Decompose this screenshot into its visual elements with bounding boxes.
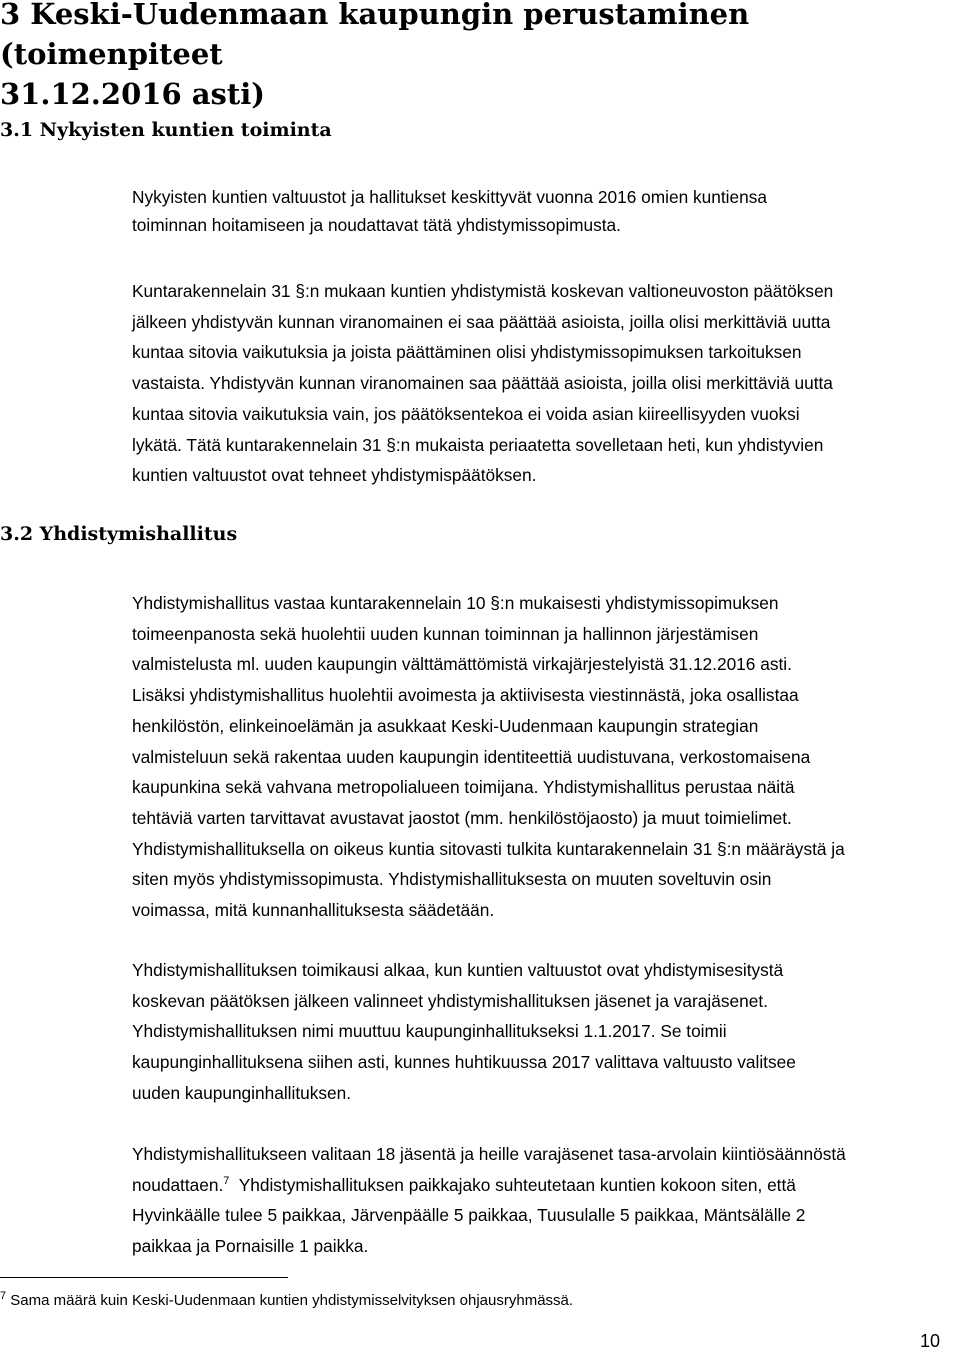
text-line: Yhdistymishallitukseen valitaan 18 jäsentä ja heille varajäsenet tasa-arvolain kiintiösäännöstä xyxy=(132,1144,846,1164)
text-line: Nykyisten kuntien valtuustot ja hallitukset keskittyvät vuonna 2016 omien kuntiensa xyxy=(132,187,767,207)
text-line: toiminnan hoitamiseen ja noudattavat tätä yhdistymissopimusta. xyxy=(132,215,621,235)
section-3-2-paragraph-2 xyxy=(132,955,796,1109)
text-line: henkilöstön, elinkeinoelämän ja asukkaat Keski-Uudenmaan kaupungin strategian xyxy=(132,715,759,736)
text-line xyxy=(132,1170,846,1201)
text-line: Lisäksi yhdistymishallitus huolehtii avoimesta ja aktiivisesta viestinnästä, joka osallistaa xyxy=(132,685,799,706)
section-3-2-heading: 3.2 Yhdistymishallitus xyxy=(0,523,238,545)
text-line: Yhdistymishallitus vastaa kuntarakennelain 10 §:n mukaisesti yhdistymissopimuksen xyxy=(132,593,779,613)
text-line: kuntien valtuustot ovat tehneet yhdistymispäätöksen. xyxy=(132,465,537,486)
main-heading-line2: 31.12.2016 asti) xyxy=(0,77,265,111)
section-3-1-heading: 3.1 Nykyisten kuntien toiminta xyxy=(0,119,332,141)
text-line: Yhdistymishallituksen nimi muuttuu kaupunginhallitukseksi 1.1.2017. Se toimii xyxy=(132,1021,727,1042)
section-3-2-paragraph-3 xyxy=(132,1139,846,1262)
footnote-text: Sama määrä kuin Keski-Uudenmaan kuntien yhdistymisselvityksen ohjausryhmässä. xyxy=(6,1292,574,1309)
text-line: kaupunginhallituksena siihen asti, kunnes huhtikuussa 2017 valittava valtuusto valitsee xyxy=(132,1052,796,1073)
footnote-number: 7 xyxy=(0,1290,7,1302)
text-line: lykätä. Tätä kuntarakennelain 31 §:n mukaista periaatetta sovelletaan heti, kun yhdistyvien xyxy=(132,434,824,455)
footnote xyxy=(0,1291,573,1311)
section-3-1-paragraph-1 xyxy=(132,183,767,239)
text-line: Hyvinkäälle tulee 5 paikkaa, Järvenpäälle 5 paikkaa, Tuusulalle 5 paikkaa, Mäntsälälle 2 xyxy=(132,1205,806,1226)
text-line: koskevan päätöksen jälkeen valinneet yhdistymishallituksen jäsenet ja varajäsenet. xyxy=(132,990,768,1011)
footnote-separator xyxy=(0,1277,288,1278)
text-line: valmistelusta ml. uuden kaupungin välttämättömistä virkajärjestelyistä 31.12.2016 asti. xyxy=(132,654,792,675)
section-3-2-paragraph-1 xyxy=(132,588,845,926)
text-line: jälkeen yhdistyvän kunnan viranomainen ei saa päättää asioista, joilla olisi merkittäviä uutta xyxy=(132,311,831,332)
text-line: paikkaa ja Pornaisille 1 paikka. xyxy=(132,1236,369,1257)
text-line: kuntaa sitovia vaikutuksia vain, jos päätöksentekoa ei voida asian kiireellisyyden vuoksi xyxy=(132,403,800,424)
footnote-reference: 7 xyxy=(223,1174,230,1187)
text-line: valmisteluun sekä rakentaa uuden kaupungin identiteettiä uudistuvana, verkostomaisena xyxy=(132,746,811,767)
main-heading-line1: 3 Keski-Uudenmaan kaupungin perustaminen (toimenpiteet xyxy=(0,0,750,71)
text-fragment: noudattaen. xyxy=(132,1174,224,1195)
text-line: uuden kaupunginhallituksen. xyxy=(132,1082,352,1103)
text-line: kuntaa sitovia vaikutuksia ja joista päättäminen olisi yhdistymissopimuksen tarkoituksen xyxy=(132,342,802,363)
page-number: 10 xyxy=(919,1331,940,1351)
text-line: Kuntarakennelain 31 §:n mukaan kuntien yhdistymistä koskevan valtioneuvoston päätöksen xyxy=(132,281,834,301)
text-line: toimeenpanosta sekä huolehtii uuden kunnan toiminnan ja hallinnon järjestämisen xyxy=(132,623,759,644)
section-3-1-paragraph-2 xyxy=(132,276,833,491)
text-line: tehtäviä varten tarvittavat avustavat jaostot (mm. henkilöstöjaosto) ja muut toimielimet. xyxy=(132,807,792,828)
text-line: voimassa, mitä kunnanhallituksesta säädetään. xyxy=(132,900,495,921)
text-line: Yhdistymishallituksen toimikausi alkaa, kun kuntien valtuustot ovat yhdistymisesitystä xyxy=(132,960,784,980)
text-line: kaupunkina sekä vahvana metropolialueen toimijana. Yhdistymishallitus perustaa näitä xyxy=(132,777,795,798)
text-line: siten myös yhdistymissopimusta. Yhdistymishallituksesta on muuten soveltuvin osin xyxy=(132,869,772,890)
main-heading xyxy=(0,0,930,114)
text-fragment: Yhdistymishallituksen paikkajako suhteutetaan kuntien kokoon siten, että xyxy=(229,1174,796,1195)
text-line: Yhdistymishallituksella on oikeus kuntia sitovasti tulkita kuntarakennelain 31 §:n määräystä ja xyxy=(132,838,845,859)
text-line: vastaista. Yhdistyvän kunnan viranomainen saa päättää asioista, joilla olisi merkittäviä uutta xyxy=(132,373,833,394)
